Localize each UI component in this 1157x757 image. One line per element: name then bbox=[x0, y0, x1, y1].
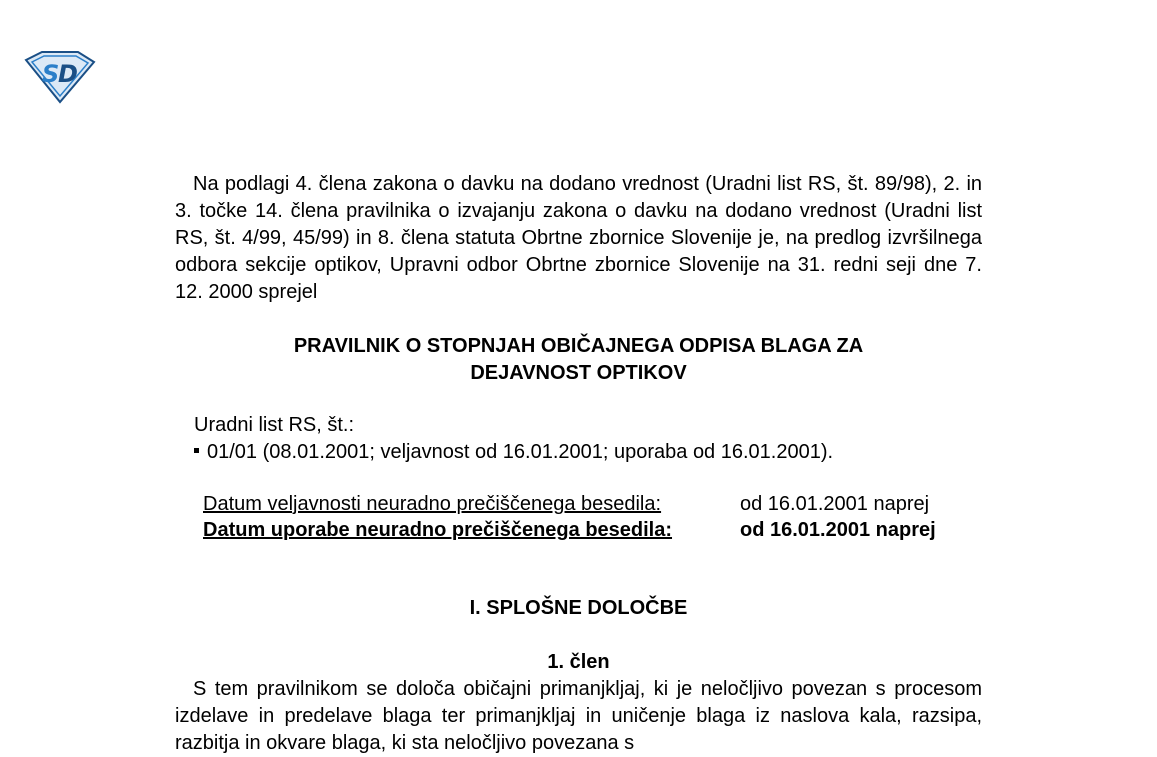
validity-value: od 16.01.2001 naprej bbox=[740, 493, 930, 515]
title-line-2: DEJAVNOST OPTIKOV bbox=[470, 362, 687, 384]
sd-logo-icon bbox=[22, 48, 96, 104]
article-paragraph bbox=[175, 676, 982, 757]
article-line: procesom izdelave in predelave blaga ter primanjkljaj in uničenje blaga iz bbox=[175, 678, 982, 727]
gazette-item-text: 01/01 (08.01.2001; veljavnost od 16.01.2001; uporaba od 16.01.2001). bbox=[207, 441, 834, 463]
intro-line: Na podlagi 4. člena zakona o davku na dodano vrednost (Uradni list RS, št. bbox=[193, 173, 869, 195]
intro-line: odbor Obrtne zbornice Slovenije na 31. redni seji dne 7. 12. 2000 sprejel bbox=[175, 254, 982, 303]
title-line-1: PRAVILNIK O STOPNJAH OBIČAJNEGA ODPISA BLAGA ZA bbox=[293, 335, 864, 357]
article-heading: 1. člen bbox=[547, 651, 610, 673]
gazette-label: Uradni list RS, št.: bbox=[194, 414, 355, 436]
intro-line: 89/98), 2. in 3. točke 14. člena pravilnika o izvajanju zakona o davku na bbox=[175, 173, 983, 222]
gazette-item bbox=[194, 439, 833, 466]
svg-text:D: D bbox=[58, 60, 78, 88]
usage-value: od 16.01.2001 naprej bbox=[740, 519, 936, 541]
usage-date-row bbox=[203, 517, 936, 543]
validity-label: Datum veljavnosti neuradno prečiščenega besedila: bbox=[203, 493, 662, 515]
section-heading: I. SPLOŠNE DOLOČBE bbox=[469, 597, 688, 619]
intro-line: dodano vrednost (Uradni list RS, št. 4/99, 45/99) in 8. člena statuta Obrtne bbox=[175, 200, 983, 249]
article-line: S tem pravilnikom se določa običajni primanjkljaj, ki je neločljivo povezan s bbox=[193, 678, 886, 700]
intro-paragraph bbox=[175, 171, 982, 306]
usage-label: Datum uporabe neuradno prečiščenega besedila: bbox=[203, 519, 673, 541]
document-title bbox=[175, 333, 982, 387]
svg-text:S: S bbox=[42, 60, 60, 88]
article-line: naslova kala, razsipa, razbitja in okvare blaga, ki sta neločljivo povezana s bbox=[175, 705, 982, 754]
intro-line: zbornice Slovenije je, na predlog izvršilnega odbora sekcije optikov, Upravni bbox=[175, 227, 982, 276]
bullet-icon bbox=[194, 448, 199, 453]
validity-date-row bbox=[203, 491, 930, 517]
